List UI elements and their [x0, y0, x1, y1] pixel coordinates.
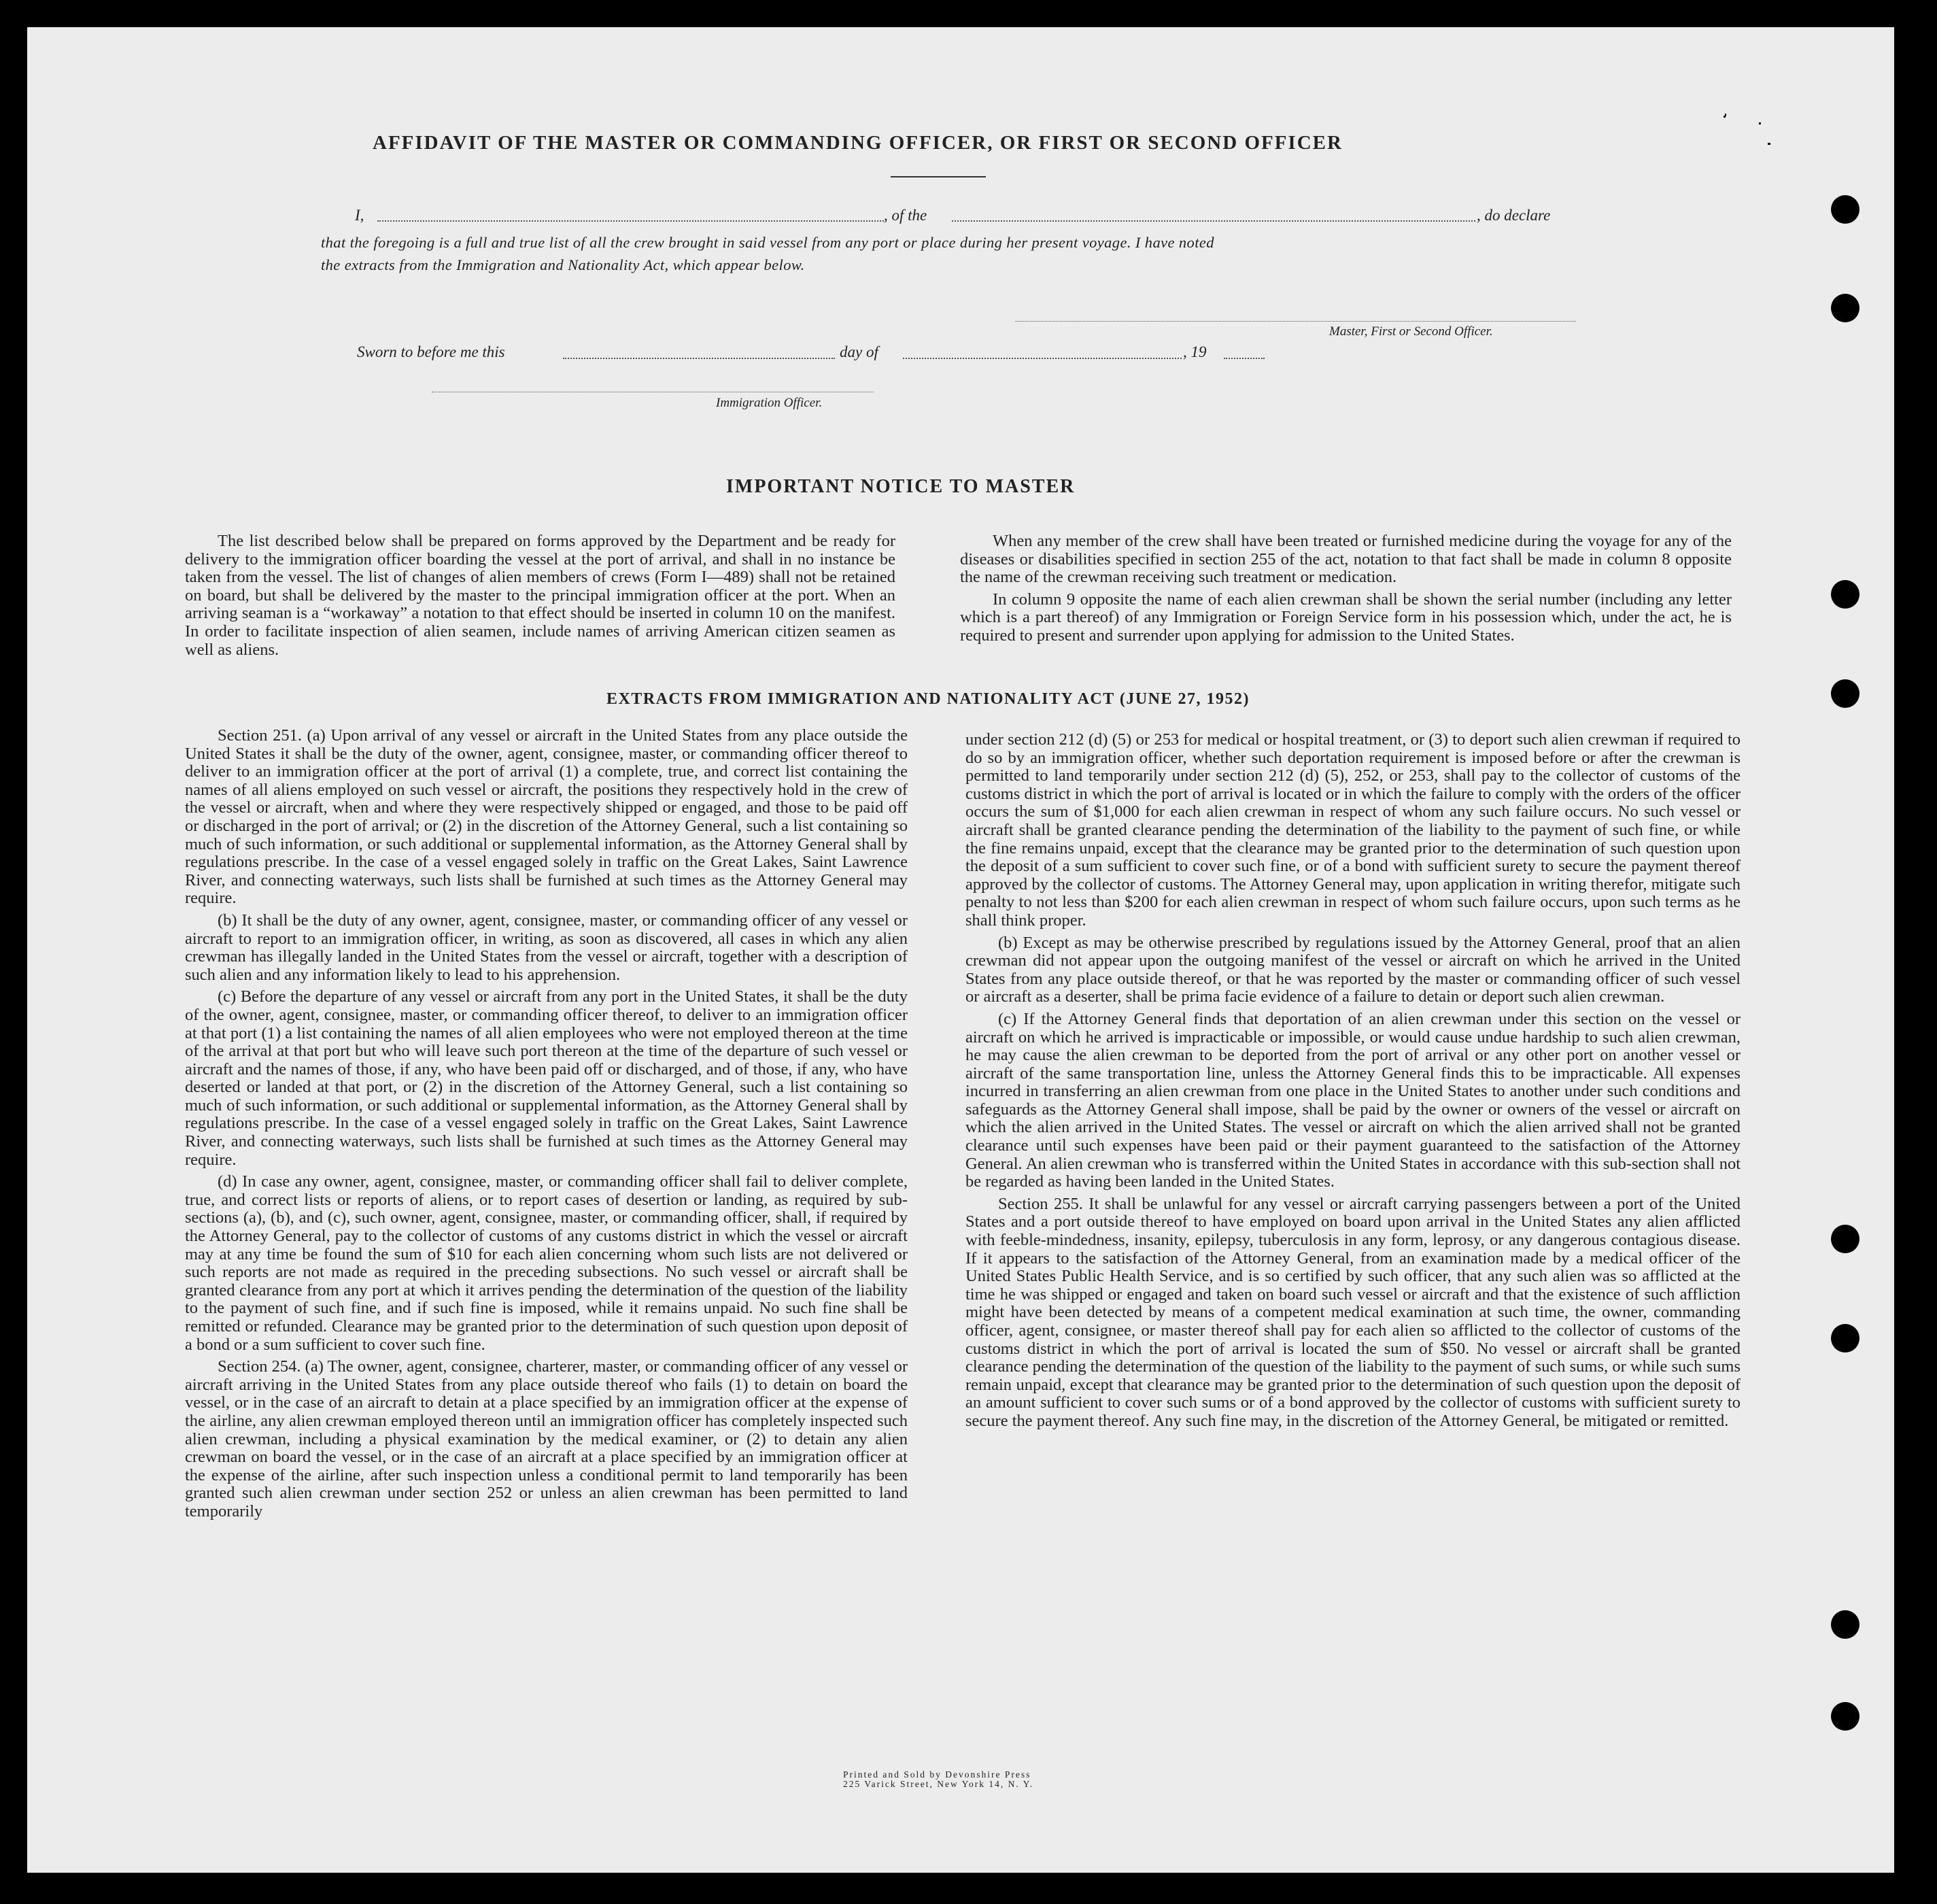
- affidavit-title: AFFIDAVIT OF THE MASTER OR COMMANDING OFFICER, OR FIRST OR SECOND OFFICER: [373, 132, 1343, 154]
- section-254-b: (b) Except as may be otherwise prescribed by regulations issued by the Attorney General, proof that an alien crewman did not appear upon the outgoing manifest of the vessel or aircraft on which he arrived in the United States from any place outside thereof, or that he was reported by the master or commanding officer of such vessel or aircraft as a deserter, shall be prima facie evidence of a failure to detain or deport such alien crewman.: [965, 933, 1741, 1006]
- printer-line-2: 225 Varick Street, New York 14, N. Y.: [843, 1779, 1033, 1789]
- binder-hole: [1831, 580, 1859, 609]
- paper-speck: [1759, 122, 1761, 124]
- affidavit-statement: that the foregoing is a full and true list of all the crew brought in said vessel from any port or place during her present voyage. I have noted: [321, 234, 1214, 251]
- printer-line-1: Printed and Sold by Devonshire Press: [843, 1769, 1031, 1780]
- extracts-right-column: [965, 731, 1741, 1435]
- sworn-month-field[interactable]: [903, 358, 1182, 359]
- binder-hole: [1831, 1702, 1859, 1731]
- section-251-c: (c) Before the departure of any vessel or aircraft from any port in the United States, it shall be the duty of the owner, agent, consignee, master, or commanding officer thereof, to deliver to an immigration officer at that port (1) a list containing the names of all alien employees who were not employed thereon at the time of the arrival at that port but who will leave such port thereon at the time of the departure of such vessel or aircraft and the names of those, if any, who have been paid off or discharged, and of those, if any, who have deserted or landed at that port, or (2) in the discretion of the Attorney General, such a list containing so much of such information, or such additional or supplemental information, as the Attorney General shall by regulations prescribe. In the case of a vessel engaged solely in traffic on the Great Lakes, Saint Lawrence River, and connecting waterways, such lists shall be furnished at such times as the Attorney General may require.: [185, 987, 908, 1169]
- section-251-b: (b) It shall be the duty of any owner, agent, consignee, master, or commanding officer of any vessel or aircraft to report to an immigration officer, in writing, as soon as discovered, all cases in which any alien crewman has illegally landed in the United States from the vessel or aircraft, together with a description of such alien and any information likely to lead to his apprehension.: [185, 911, 908, 984]
- section-251-d: (d) In case any owner, agent, consignee, master, or commanding officer shall fail to deliver complete, true, and correct lists or reports of aliens, or to report cases of desertion or landing, as required by sub-sections (a), (b), and (c), such owner, agent, consignee, master, or commanding officer, shall, if required by the Attorney General, pay to the collector of customs of any customs district in which the vessel or aircraft may at any time be found the sum of $10 for each alien concerning whom such lists are not delivered or such reports are not made as required in the preceding subsections. No such vessel or aircraft shall be granted clearance from any port at which it arrives pending the determination of the question of the liability to the payment of such fine, and if such fine is imposed, while it remains unpaid. No such fine shall be remitted or refunded. Clearance may be granted prior to the determination of such question upon deposit of a bond or a sum sufficient to cover such fine.: [185, 1172, 908, 1354]
- section-254-a: Section 254. (a) The owner, agent, consignee, charterer, master, or commanding officer of any vessel or aircraft arriving in the United States from any place outside thereof who fails (1) to detain on board the vessel, or in the case of an aircraft to detain at a place specified by an immigration officer at the expense of the airline, any alien crewman employed thereon until an immigration officer has completely inspected such alien crewman, including a physical examination by the medical examiner, or (2) to detain any alien crewman on board the vessel, or in the case of an aircraft at a place specified by an immigration officer at the expense of the airline, after such inspection unless a conditional permit to land temporarily has been granted such alien crewman under section 252 or unless an alien crewman has been permitted to land temporarily: [185, 1357, 908, 1520]
- sworn-label: Sworn to before me this: [357, 343, 505, 360]
- affidavit-i-label: I,: [355, 207, 364, 224]
- section-254-c: (c) If the Attorney General finds that deportation of an alien crewman under this section on the vessel or aircraft on which he arrived is impracticable or impossible, or would cause undue hardship to such alien crewman, he may cause the alien crewman to be deported from the port of arrival or any other port on another vessel or aircraft of the same transportation line, unless the Attorney General finds this to be impracticable. All expenses incurred in transferring an alien crewman from one place in the United States to another under such conditions and safeguards as the Attorney General shall impose, shall be paid by the owner or owners of the vessel or aircraft on which the alien arrived in the United States. The vessel or aircraft on which the alien arrived shall not be granted clearance until such expenses have been paid or their payment guaranteed to the satisfaction of the Attorney General. An alien crewman who is transferred within the United States in accordance with this sub-section shall not be regarded as having been landed in the United States.: [965, 1009, 1741, 1191]
- notice-right-column: [960, 532, 1732, 649]
- do-declare-label: , do declare: [1477, 207, 1551, 224]
- vessel-field[interactable]: [952, 220, 1475, 222]
- name-field[interactable]: [377, 220, 884, 222]
- notice-right-paragraph-2: In column 9 opposite the name of each alien crewman shall be shown the serial number (including any letter which is a part thereof) of any Immigration or Foreign Service form in his possession which, under the act, he is required to present and surrender upon applying for admission to the United States.: [960, 590, 1732, 645]
- master-signature-label: Master, First or Second Officer.: [1329, 324, 1493, 339]
- notice-right-paragraph-1: When any member of the crew shall have been treated or furnished medicine during the voyage for any of the diseases or disabilities specified in section 255 of the act, notation to that fact shall be made in column 8 opposite the name of the crewman receiving such treatment or medication.: [960, 532, 1732, 587]
- notice-title: IMPORTANT NOTICE TO MASTER: [726, 476, 1076, 497]
- officer-signature-label: Immigration Officer.: [716, 396, 823, 410]
- section-251-a: Section 251. (a) Upon arrival of any vessel or aircraft in the United States from any place outside the United States it shall be the duty of the owner, agent, consignee, master, or commanding officer thereof to deliver to an immigration officer at the port of arrival (1) a complete, true, and correct list containing the names of all aliens employed on such vessel or aircraft, the positions they respectively hold in the crew of the vessel or aircraft, when and where they were respectively shipped or engaged, and those to be paid off or discharged in the port of arrival; or (2) in the discretion of the Attorney General, such a list containing so much of such information, or such additional or supplemental information, as the Attorney General shall by regulations prescribe. In the case of a vessel engaged solely in traffic on the Great Lakes, Saint Lawrence River, and connecting waterways, such lists shall be furnished at such times as the Attorney General may require.: [185, 726, 908, 908]
- extracts-left-column: [185, 727, 908, 1525]
- binder-hole: [1831, 294, 1859, 322]
- sworn-day-field[interactable]: [563, 358, 835, 359]
- binder-hole: [1831, 195, 1859, 224]
- binder-hole: [1831, 679, 1859, 708]
- day-of-label: day of: [840, 343, 878, 360]
- extracts-title: EXTRACTS FROM IMMIGRATION AND NATIONALITY ACT (JUNE 27, 1952): [606, 690, 1250, 708]
- section-255: Section 255. It shall be unlawful for any vessel or aircraft carrying passengers between a port of the United States and a port outside thereof to have employed on board upon arrival in the United States any alien afflicted with feeble-mindedness, insanity, epilepsy, tuberculosis in any form, leprosy, or any dangerous contagious disease. If it appears to the satisfaction of the Attorney General, from an examination made by a medical officer of the United States Public Health Service, and is so certified by such officer, that any such alien was so afflicted at the time he was shipped or engaged and taken on board such vessel or aircraft and that the existence of such affliction might have been detected by means of a competent medical examination at such time, the owner, commanding officer, agent, consignee, or master thereof shall pay for each alien so afflicted to the collector of customs of the customs district in which the port of arrival is located the sum of $50. No vessel or aircraft shall be granted clearance pending the determination of the question of the liability to the payment of such sums, or while such sums remain unpaid, except that clearance may be granted prior to the determination of such question upon the deposit of an amount sufficient to cover such sums or of a bond approved by the collector of customs with sufficient surety to secure the payment thereof. Any such fine may, in the discretion of the Attorney General, be mitigated or remitted.: [965, 1194, 1741, 1430]
- paper-speck: [1725, 114, 1726, 116]
- binder-hole: [1831, 1324, 1859, 1353]
- affidavit-statement-cont: the extracts from the Immigration and Nationality Act, which appear below.: [321, 256, 805, 273]
- section-254-a-cont: under section 212 (d) (5) or 253 for medical or hospital treatment, or (3) to deport such alien crewman if required to do so by an immigration officer, whether such deportation requirement is imposed before or after the crewman is permitted to land temporarily under section 212 (d) (5), 252, or 253, shall pay to the collector of customs of the customs district in which the port of arrival is located or in which the failure to comply with the orders of the officer occurs the sum of $1,000 for each alien crewman in respect of whom any such failure occurs. No such vessel or aircraft shall be granted clearance pending the determination of the liability to the payment of such fine, or while the fine remains unpaid, except that the clearance may be granted prior to the determination of such question upon the deposit of a sum sufficient to cover such fine, or of a bond with sufficient surety to secure the payment thereof approved by the collector of customs. The Attorney General may, upon application in writing therefor, mitigate such penalty to not less than $200 for each alien crewman in respect of whom such failure occurs, upon such terms as he shall think proper.: [965, 730, 1741, 930]
- paper-speck: [1768, 143, 1770, 145]
- title-rule: [891, 176, 986, 177]
- binder-hole: [1831, 1225, 1859, 1253]
- notice-left-paragraph: The list described below shall be prepared on forms approved by the Department and be ready for delivery to the immigration officer boarding the vessel at the port of arrival, and shall in no instance be taken from the vessel. The list of changes of alien members of crews (Form I—489) shall not be retained on board, but shall be delivered by the master to the principal immigration officer at the port. When an arriving seaman is a “workaway” a notation to that effect should be inserted in column 10 on the manifest. In order to facilitate inspection of alien seamen, include names of arriving American citizen seamen as well as aliens.: [185, 532, 895, 659]
- of-the-label: , of the: [884, 207, 927, 224]
- binder-hole: [1831, 1610, 1859, 1639]
- year-label: , 19: [1183, 343, 1207, 360]
- master-signature-field[interactable]: [1015, 321, 1576, 322]
- sworn-year-field[interactable]: [1224, 358, 1265, 359]
- notice-left-column: [185, 532, 895, 663]
